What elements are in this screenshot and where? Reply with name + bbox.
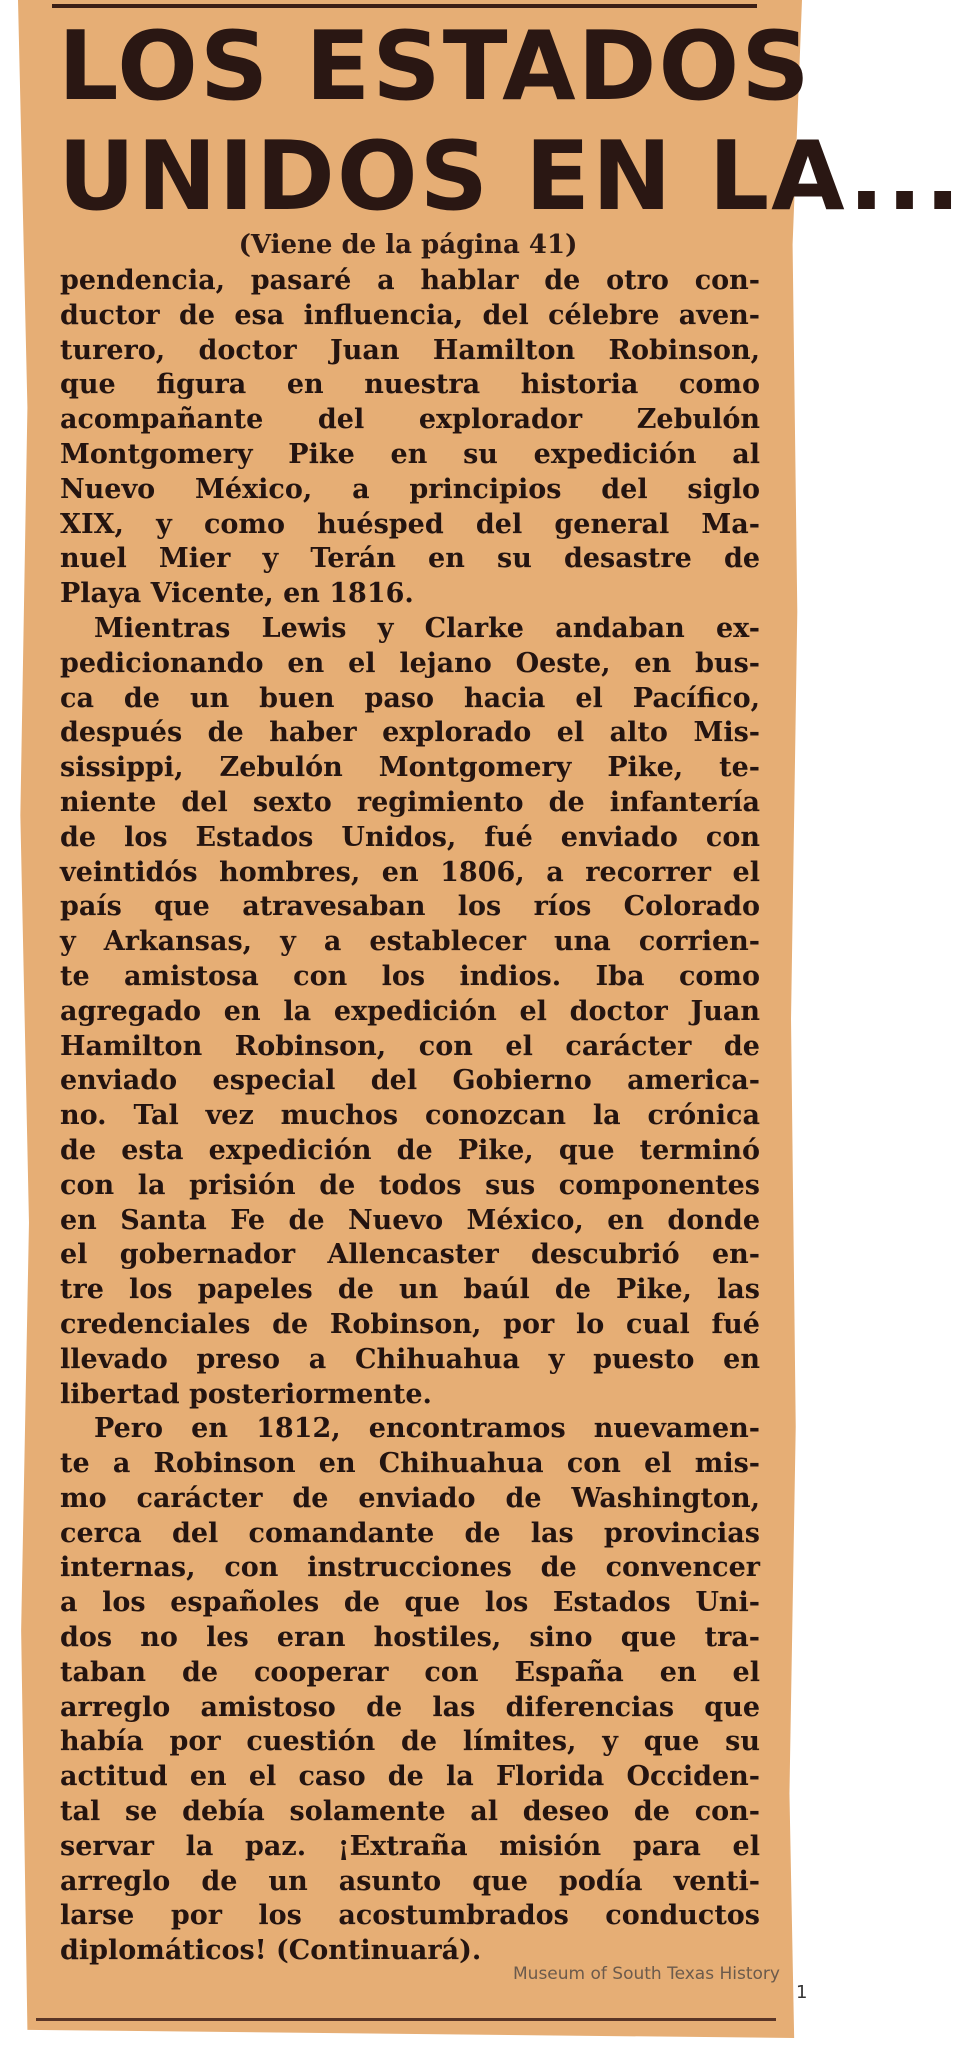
article-line: libertad posteriormente.	[60, 1378, 432, 1410]
article-line: arreglo amistoso de las diferencias que	[60, 1691, 760, 1723]
article-line: ca de un buen paso hacia el Pacífico,	[60, 682, 760, 714]
article-line: con la prisión de todos sus componentes	[60, 1169, 760, 1201]
article-line: actitud en el caso de la Florida Occiden-	[60, 1761, 760, 1793]
article-line: enviado especial del Gobierno america-	[60, 1065, 760, 1097]
article-line: ductor de esa influencia, del célebre aven-	[60, 299, 760, 331]
article-line: turero, doctor Juan Hamilton Robinson,	[60, 334, 760, 366]
article-line: tre los papeles de un baúl de Pike, las	[60, 1274, 760, 1306]
article-line: había por cuestión de límites, y que su	[60, 1726, 760, 1758]
article-line: te amistosa con los indios. Iba como	[60, 960, 760, 992]
article-line: niente del sexto regimiento de infantería	[60, 786, 760, 818]
article-line: taban de cooperar con España en el	[60, 1656, 760, 1688]
article-line: Nuevo México, a principios del siglo	[60, 473, 760, 505]
article-line: Playa Vicente, en 1816.	[60, 578, 414, 610]
article-line: Mientras Lewis y Clarke andaban ex-	[94, 612, 760, 644]
headline	[58, 12, 963, 232]
article-line: sissippi, Zebulón Montgomery Pike, te-	[60, 752, 760, 784]
headline-line-1: LOS ESTADOS	[58, 12, 812, 122]
watermark: Museum of South Texas History	[513, 1964, 780, 1984]
article-line: Hamilton Robinson, con el carácter de	[60, 1030, 760, 1062]
article-line: XIX, y como huésped del general Ma-	[60, 508, 760, 540]
article-line: a los españoles de que los Estados Uni-	[60, 1587, 760, 1619]
article-line: de esta expedición de Pike, que terminó	[60, 1134, 760, 1166]
article-line: país que atravesaban los ríos Colorado	[60, 891, 760, 923]
article-line: y Arkansas, y a establecer una corrien-	[60, 926, 760, 958]
article-line: pendencia, pasaré a hablar de otro con-	[60, 265, 760, 296]
article-line: llevado preso a Chihuahua y puesto en	[60, 1343, 760, 1375]
top-rule	[52, 4, 757, 8]
article-line: servar la paz. ¡Extraña misión para el	[60, 1830, 760, 1862]
article-line: que figura en nuestra historia como	[60, 369, 760, 401]
article-line: de los Estados Unidos, fué enviado con	[60, 821, 760, 853]
article-line: acompañante del explorador Zebulón	[60, 404, 760, 436]
article-line: no. Tal vez muchos conozcan la crónica	[60, 1100, 760, 1132]
continued-from-note: (Viene de la página 41)	[238, 230, 578, 260]
article-line: te a Robinson en Chihuahua con el mis-	[60, 1448, 760, 1480]
bottom-rule	[36, 2018, 776, 2021]
article-line: credenciales de Robinson, por lo cual fué	[60, 1308, 760, 1340]
page-mark: 1	[796, 1982, 808, 2003]
article-line: diplomáticos! (Continuará).	[60, 1935, 482, 1967]
article-line: nuel Mier y Terán en su desastre de	[60, 543, 760, 575]
article-line: veintidós hombres, en 1806, a recorrer el	[60, 856, 760, 888]
article-line: en Santa Fe de Nuevo México, en donde	[60, 1204, 760, 1236]
article-line: Montgomery Pike en su expedición al	[60, 438, 760, 470]
article-line: arreglo de un asunto que podía venti-	[60, 1865, 760, 1897]
article-line: pedicionando en el lejano Oeste, en bus-	[60, 647, 760, 679]
article-line: agregado en la expedición el doctor Juan	[60, 995, 760, 1027]
article-line: internas, con instrucciones de convencer	[60, 1552, 760, 1584]
article-line: larse por los acostumbrados conductos	[60, 1900, 760, 1932]
headline-line-2: UNIDOS EN LA...	[58, 122, 963, 232]
article-line: el gobernador Allencaster descubrió en-	[60, 1239, 760, 1271]
article-line: después de haber explorado el alto Mis-	[60, 717, 760, 749]
article-line: tal se debía solamente al deseo de con-	[60, 1796, 760, 1828]
article-line: Pero en 1812, encontramos nuevamen-	[94, 1413, 760, 1445]
article-line: cerca del comandante de las provincias	[60, 1517, 760, 1549]
article-line: dos no les eran hostiles, sino que tra-	[60, 1622, 760, 1654]
article-body	[60, 264, 760, 1969]
article-line: mo carácter de enviado de Washington,	[60, 1482, 760, 1514]
